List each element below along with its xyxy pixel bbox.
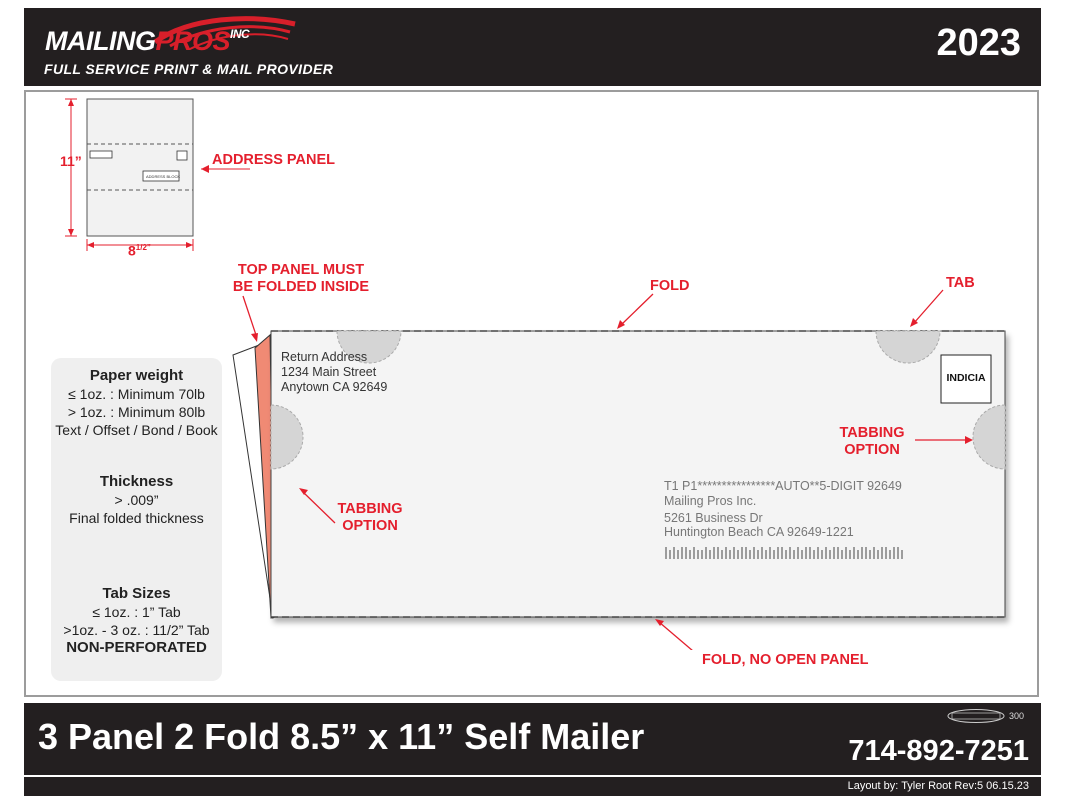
address-panel-callout: ADDRESS PANEL (212, 152, 335, 168)
thickness-heading: Thickness (99, 473, 174, 490)
year-label: 2023 (936, 22, 1021, 64)
top-panel-callout-line1: TOP PANEL MUST (237, 262, 365, 278)
thickness-note: Final folded thickness (69, 510, 204, 526)
paper-weight-line: > 1oz. : Minimum 80lb (67, 404, 206, 420)
presort-line: T1 P1****************AUTO**5-DIGIT 92649 (664, 479, 902, 493)
tabbing-option-right-line2: OPTION (844, 442, 900, 458)
thickness-value: > .009” (114, 492, 159, 508)
tabbing-option-left-callout (330, 501, 410, 535)
logo-wordmark-accent: PROS (155, 26, 231, 56)
fold-callout: FOLD (650, 278, 690, 294)
tabbing-option-right-line1: TABBING (839, 425, 905, 441)
product-title: 3 Panel 2 Fold 8.5” x 11” Self Mailer (38, 716, 645, 757)
phone-number: 714-892-7251 (848, 735, 1029, 767)
non-perforated-warning: NON-PERFORATED (66, 639, 207, 656)
company-logo (45, 26, 249, 57)
folded-mailer-diagram (225, 270, 1025, 650)
tab-size-line: >1oz. - 3 oz. : 11/2” Tab (63, 622, 210, 638)
paper-weight-line: Text / Offset / Bond / Book (55, 422, 218, 438)
return-address-line: Return Address (281, 350, 368, 364)
paper-weight-heading: Paper weight (89, 367, 184, 384)
tab-sizes-heading: Tab Sizes (102, 585, 171, 602)
tabbing-option-right-callout (832, 425, 912, 459)
logo-wordmark: MAILING (45, 26, 156, 56)
recipient-name: Mailing Pros Inc. (664, 494, 757, 508)
sheet-width-label (128, 239, 151, 260)
return-address-block (281, 350, 387, 395)
logo-suffix: INC (230, 27, 250, 41)
tabbing-option-left-line2: OPTION (342, 518, 398, 534)
return-address-line: 1234 Main Street (281, 365, 377, 379)
indicia-label: INDICIA (946, 372, 986, 384)
tabbing-option-left-line1: TABBING (337, 501, 403, 517)
return-address-line: Anytown CA 92649 (281, 380, 388, 394)
union-number: 300 (1009, 711, 1025, 721)
logo-tagline: FULL SERVICE PRINT & MAIL PROVIDER (44, 61, 334, 77)
flat-sheet-diagram (55, 90, 355, 260)
sheet-width-fraction: 1/2” (135, 243, 151, 252)
fold-no-open-panel-callout: FOLD, NO OPEN PANEL (702, 652, 869, 668)
paper-weight-line: ≤ 1oz. : Minimum 70lb (68, 386, 205, 402)
recipient-city: Huntington Beach CA 92649-1221 (664, 525, 854, 539)
specs-panel (51, 358, 222, 681)
top-panel-callout (226, 262, 376, 296)
layout-credit: Layout by: Tyler Root Rev:5 06.15.23 (847, 780, 1029, 792)
tab-callout: TAB (946, 275, 975, 291)
sheet-width-whole: 8 (128, 242, 136, 259)
union-label-icon (946, 708, 1006, 724)
address-block-label: ADDRESS BLOCK (146, 174, 181, 179)
sheet-height-label: 11” (60, 153, 82, 169)
recipient-street: 5261 Business Dr (664, 511, 763, 525)
tab-size-line: ≤ 1oz. : 1” Tab (92, 604, 181, 620)
top-panel-callout-line2: BE FOLDED INSIDE (232, 279, 370, 295)
